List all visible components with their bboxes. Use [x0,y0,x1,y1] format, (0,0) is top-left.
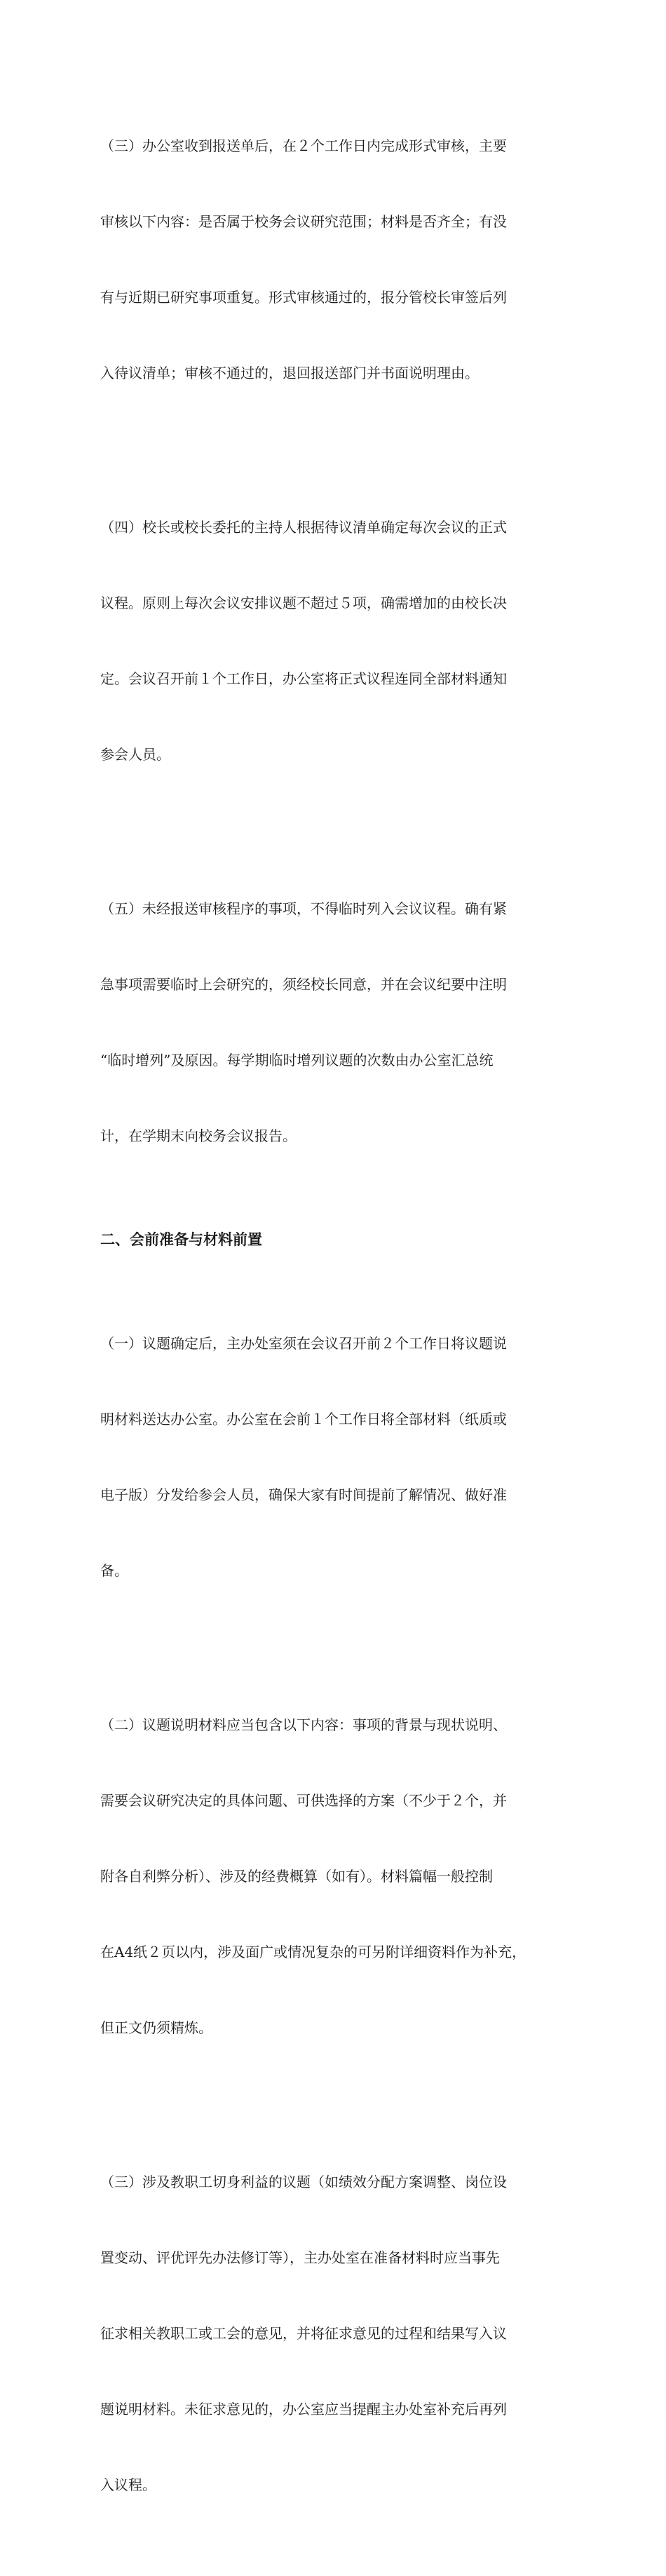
paragraph-section2-item3 [100,2119,569,2548]
paragraph-section1-item5 [100,846,569,1199]
text-line: 备。 [100,1562,128,1579]
text-line: （五）未经报送审核程序的事项，不得临时列入会议议程。确有紧 [100,900,507,917]
text-line: “临时增列”及原因。每学期临时增列议题的次数由办公室汇总统 [100,1052,494,1069]
paragraph-section2-item2 [100,1662,569,2091]
text-line: 电子版）分发给参会人员，确保大家有时间提前了解情况、做好准 [100,1486,507,1503]
text-line: 有与近期已研究事项重复。形式审核通过的，报分管校长审签后列 [100,289,507,306]
text-line: 急事项需要临时上会研究的，须经校长同意，并在会议纪要中注明 [100,976,507,993]
text-line: 征求相关教职工或工会的意见，并将征求意见的过程和结果写入议 [100,2325,507,2342]
text-line: 入议程。 [100,2476,156,2493]
text-line: （三）涉及教职工切身利益的议题（如绩效分配方案调整、岗位设 [100,2174,507,2190]
document-page [100,83,569,2576]
text-line: （一）议题确定后，主办处室须在会议召开前２个工作日将议题说 [100,1335,507,1352]
text-line: （三）办公室收到报送单后，在２个工作日内完成形式审核，主要 [100,137,507,154]
text-line: 入待议清单；审核不通过的，退回报送部门并书面说明理由。 [100,365,479,381]
text-line: 在A4纸２页以内，涉及面广或情况复杂的可另附详细资料作为补充， [100,1944,526,1960]
text-line: 需要会议研究决定的具体问题、可供选择的方案（不少于２个，并 [100,1792,507,1809]
text-line: 审核以下内容：是否属于校务会议研究范围；材料是否齐全；有没 [100,213,507,230]
text-line: 参会人员。 [100,746,170,763]
text-line: 定。会议召开前１个工作日，办公室将正式议程连同全部材料通知 [100,670,507,687]
text-line: （四）校长或校长委托的主持人根据待议清单确定每次会议的正式 [100,519,507,536]
text-line: 附各自利弊分析）、涉及的经费概算（如有）。材料篇幅一般控制 [100,1868,493,1885]
text-line: 议程。原则上每次会议安排议题不超过５项，确需增加的由校长决 [100,595,507,611]
text-line: （二）议题说明材料应当包含以下内容：事项的背景与现状说明、 [100,1716,507,1733]
text-line: 计，在学期末向校务会议报告。 [100,1127,297,1144]
paragraph-section2-item1 [100,1280,569,1634]
paragraph-section1-item3 [100,83,569,436]
text-line: 明材料送达办公室。办公室在会前１个工作日将全部材料（纸质或 [100,1411,507,1428]
text-line: 但正文仍须精炼。 [100,2019,212,2036]
text-line: 置变动、评优评先办法修订等），主办处室在准备材料时应当事先 [100,2249,500,2266]
section-heading: 二、会前准备与材料前置 [100,1231,262,1248]
text-line: 题说明材料。未征求意见的，办公室应当提醒主办处室补充后再列 [100,2401,507,2418]
paragraph-section1-item4 [100,464,569,818]
